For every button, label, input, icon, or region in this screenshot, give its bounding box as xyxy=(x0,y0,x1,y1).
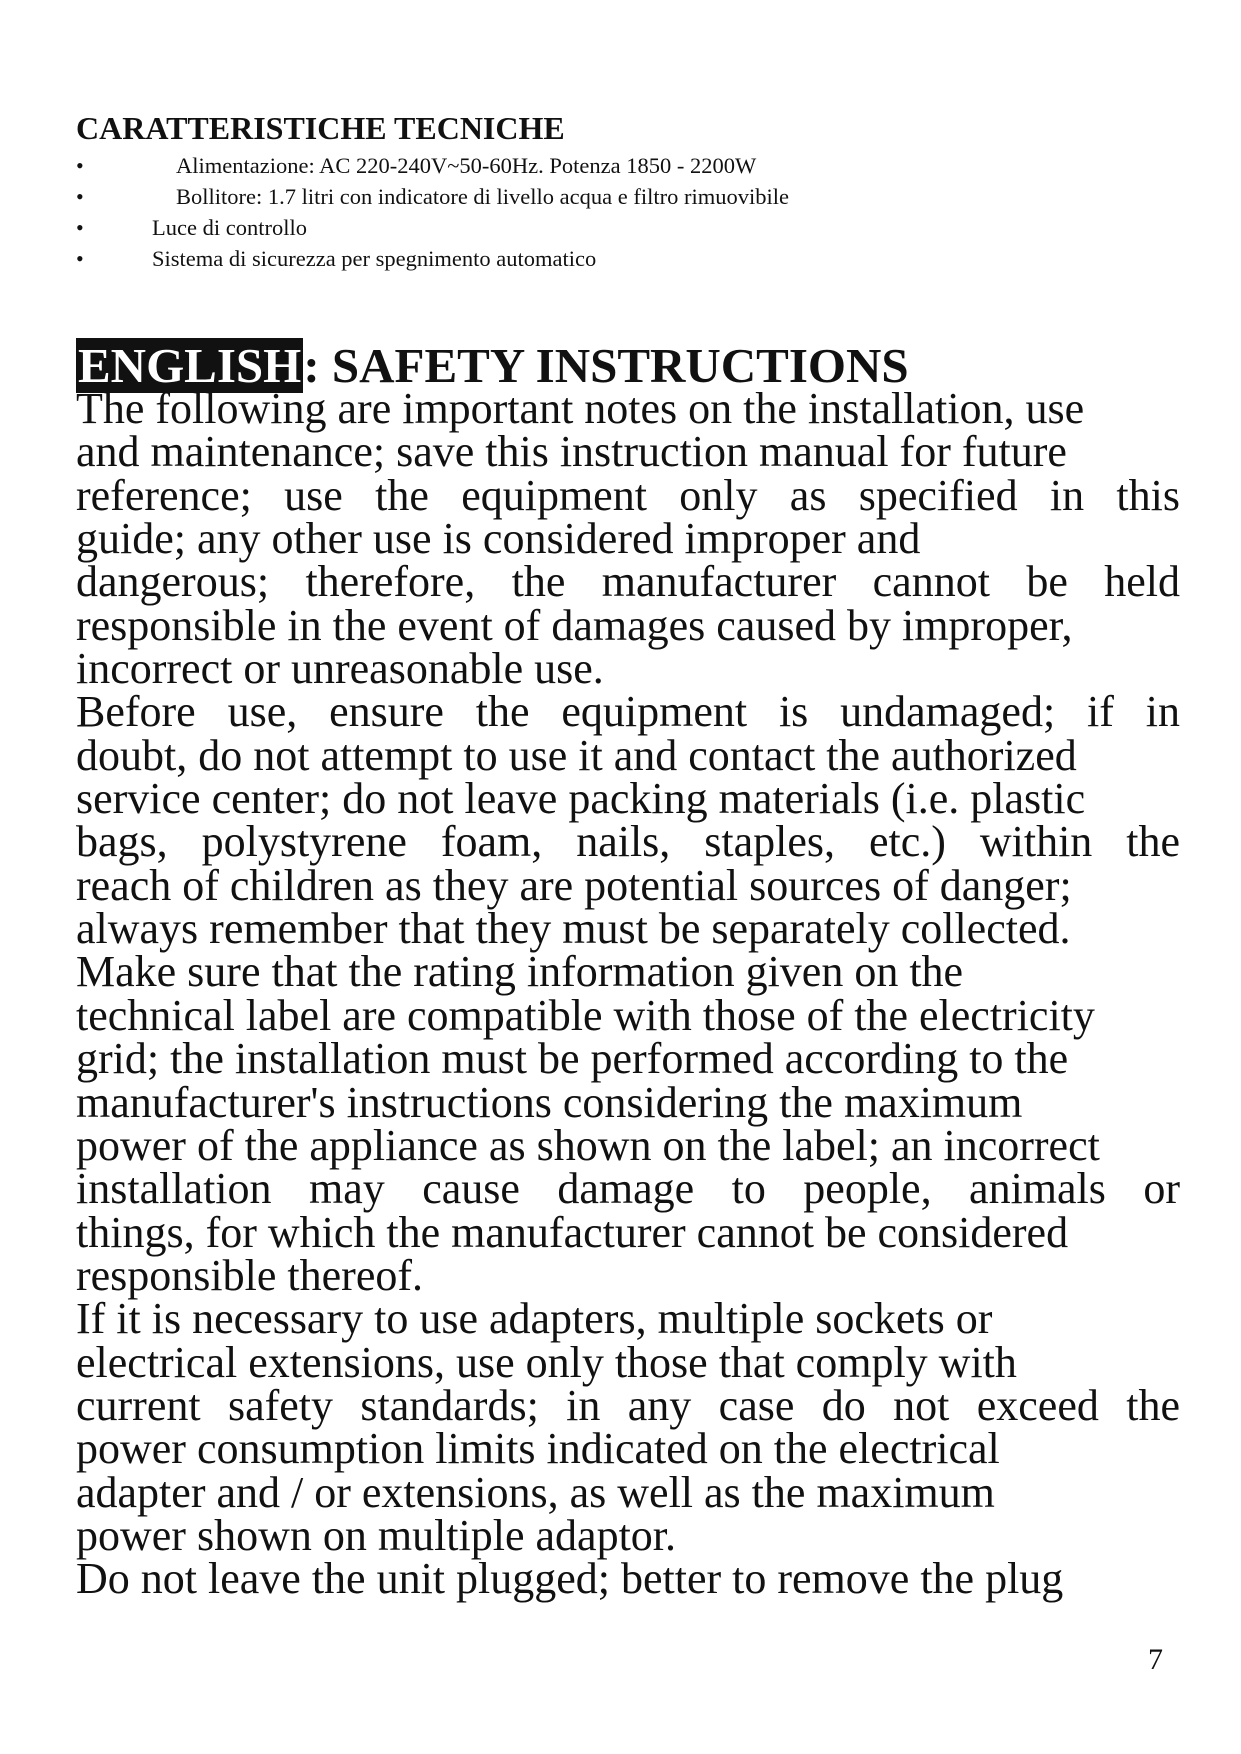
text-line: If it is necessary to use adapters, multiple sockets or xyxy=(76,1294,993,1344)
text-line: technical label are compatible with those of the electricity xyxy=(76,990,1095,1040)
safety-heading-text: : SAFETY INSTRUCTIONS xyxy=(303,338,909,393)
text-line: Do not leave the unit plugged; better to remove the plug xyxy=(76,1554,1064,1604)
bullet-icon: • xyxy=(76,215,84,240)
text-line: guide; any other use is considered improper and xyxy=(76,514,921,564)
text-line: Before use, ensure the equipment is undamaged; if in xyxy=(76,687,1180,737)
tech-spec-kettle: Bollitore: 1.7 litri con indicatore di livello acqua e filtro rimuovibile xyxy=(176,184,789,209)
tech-spec-power: Alimentazione: AC 220-240V~50-60Hz. Potenza 1850 - 2200W xyxy=(176,153,757,178)
text-line: power consumption limits indicated on the electrical xyxy=(76,1424,1000,1474)
list-item xyxy=(76,243,789,274)
text-line: reach of children as they are potential sources of danger; xyxy=(76,860,1072,910)
tech-specs-title: CARATTERISTICHE TECNICHE xyxy=(76,110,565,146)
text-line: installation may cause damage to people, animals or xyxy=(76,1164,1180,1214)
text-line: reference; use the equipment only as specified in this xyxy=(76,470,1180,520)
tech-spec-safety: Sistema di sicurezza per spegnimento automatico xyxy=(152,246,597,271)
text-line: and maintenance; save this instruction manual for future xyxy=(76,427,1067,477)
list-item xyxy=(76,150,789,181)
text-line: always remember that they must be separately collected. xyxy=(76,904,1071,954)
bullet-icon: • xyxy=(76,153,84,178)
text-line: The following are important notes on the installation, use xyxy=(76,384,1085,433)
text-line: adapter and / or extensions, as well as the maximum xyxy=(76,1467,995,1517)
tech-specs-list xyxy=(76,150,789,274)
text-line: current safety standards; in any case do not exceed the xyxy=(76,1380,1180,1430)
text-line: responsible thereof. xyxy=(76,1250,423,1300)
text-line: Make sure that the rating information given on the xyxy=(76,947,964,997)
list-item xyxy=(76,212,789,243)
text-line: bags, polystyrene foam, nails, staples, etc.) within the xyxy=(76,817,1180,867)
text-line: service center; do not leave packing materials (i.e. plastic xyxy=(76,774,1086,824)
safety-body xyxy=(76,384,1180,1604)
language-label: ENGLISH xyxy=(78,338,302,393)
text-line: responsible in the event of damages caused by improper, xyxy=(76,600,1073,650)
text-line: dangerous; therefore, the manufacturer cannot be held xyxy=(76,557,1180,607)
text-line: power shown on multiple adaptor. xyxy=(76,1510,677,1560)
tech-spec-light: Luce di controllo xyxy=(152,215,307,240)
text-line: incorrect or unreasonable use. xyxy=(76,644,604,694)
bullet-icon: • xyxy=(76,184,84,209)
text-line: doubt, do not attempt to use it and contact the authorized xyxy=(76,730,1077,780)
text-line: manufacturer's instructions considering the maximum xyxy=(76,1077,1023,1127)
list-item xyxy=(76,181,789,212)
text-line: grid; the installation must be performed according to the xyxy=(76,1034,1069,1084)
page-number: 7 xyxy=(1148,1643,1163,1676)
text-line: power of the appliance as shown on the label; an incorrect xyxy=(76,1120,1100,1170)
text-line: things, for which the manufacturer cannot be considered xyxy=(76,1207,1069,1257)
text-line: electrical extensions, use only those that comply with xyxy=(76,1337,1017,1387)
bullet-icon: • xyxy=(76,246,84,271)
